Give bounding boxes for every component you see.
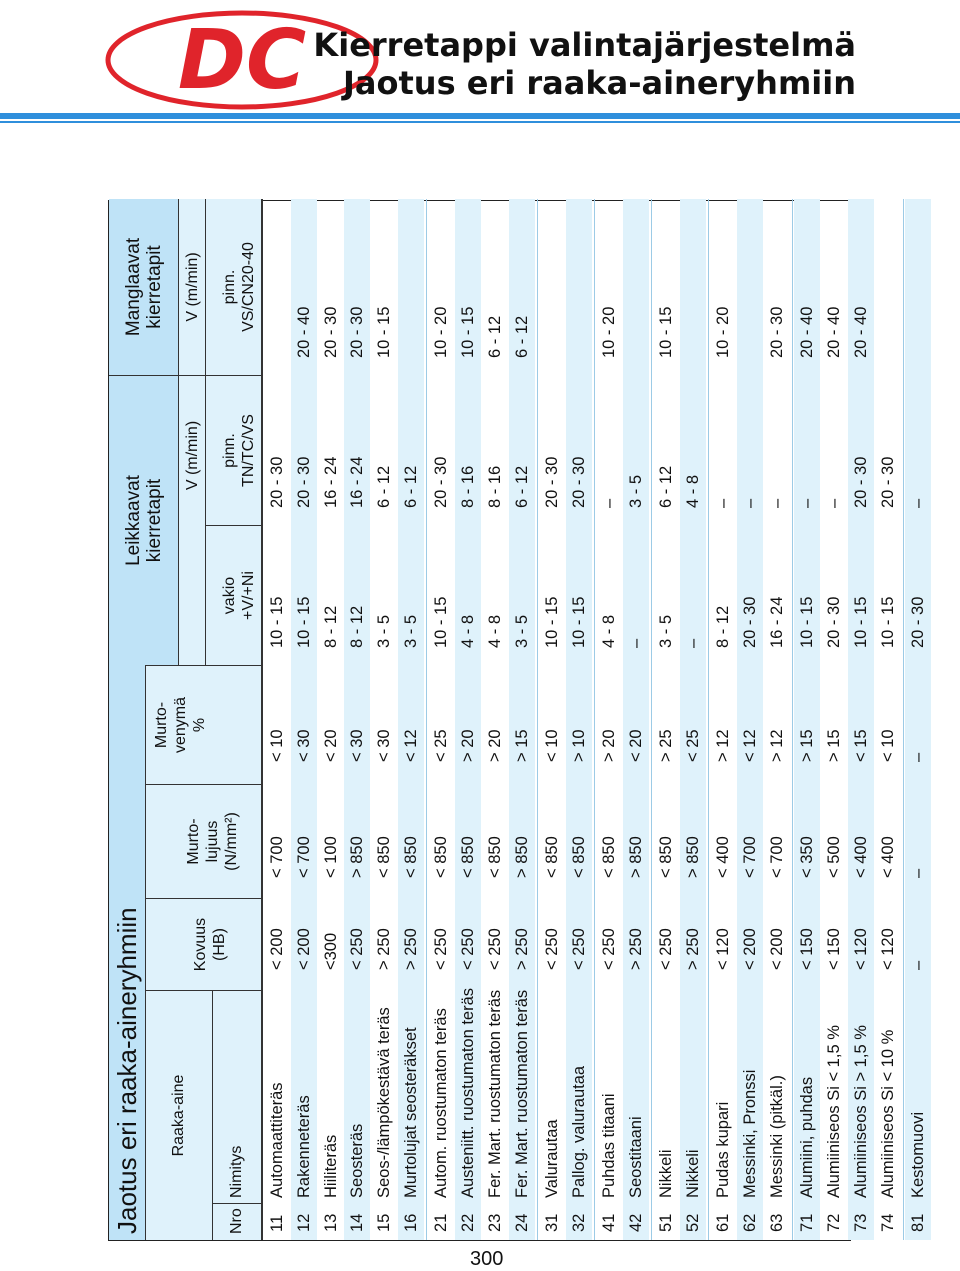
table-row [623,199,649,1240]
raaka-aine-divider [212,990,213,1240]
cell-nro: 61 [714,1213,733,1232]
cell-lujuus: < 350 [798,836,817,878]
cell-vakio: 3 - 5 [375,614,394,648]
cell-vakio: 8 - 12 [321,605,340,648]
cell-vakio: 3 - 5 [402,614,420,648]
cell-nimitys: Hiiliteräs [321,1134,340,1198]
cell-nro: 31 [543,1213,561,1232]
cell-pinn1: 6 - 12 [375,465,394,508]
cell-pinn1: 6 - 12 [657,465,676,508]
cell-lujuus: < 700 [767,836,786,878]
cell-kovuus: < 250 [657,928,676,970]
cell-venyma: > 25 [657,729,676,762]
cell-vakio: 20 - 30 [825,596,843,648]
cell-pinn1: – [714,498,733,508]
cell-nro: 24 [512,1213,531,1232]
cell-lujuus: > 850 [348,836,367,878]
cell-vakio: – [626,638,645,648]
cell-venyma: < 20 [321,729,340,762]
cell-vakio: 10 - 15 [878,596,897,648]
cell-pinn1: – [908,498,927,508]
cell-vakio: 8 - 12 [348,605,367,648]
cell-nro: 81 [908,1213,927,1232]
cell-venyma: < 10 [878,729,897,762]
cell-nimitys: Seostitaani [626,1116,645,1198]
cell-pinn2: 10 - 20 [432,306,451,358]
cell-vakio: 3 - 5 [512,614,531,648]
cell-kovuus: > 250 [512,928,531,970]
header-lujuus-l1: Murto- [185,818,202,865]
cell-kovuus: < 250 [348,928,367,970]
cell-pinn2: 20 - 30 [348,306,367,358]
cell-nro: 74 [878,1213,897,1232]
cell-nro: 15 [375,1213,394,1232]
cell-pinn1: – [741,498,760,508]
header-bottom-rule [261,199,263,1240]
cell-kovuus: < 250 [432,928,451,970]
header-vakio-l2: +V/+Ni [240,571,257,620]
cell-nro: 52 [684,1213,702,1232]
cell-lujuus: < 400 [714,836,733,878]
header-manglaavat [109,199,179,375]
cell-lujuus: < 100 [321,836,340,878]
cell-kovuus: <300 [321,932,340,970]
group-separator [426,199,427,1240]
header-pinn2-l2: VS/CN20-40 [240,242,257,332]
cell-lujuus: > 850 [626,836,645,878]
cell-nimitys: Austeniitt. ruostumaton teräs [459,987,478,1198]
cell-lujuus: < 500 [825,836,843,878]
cell-venyma: > 20 [459,729,478,762]
cell-venyma: < 12 [402,729,420,762]
header-leikkaavat-l1: Leikkaavat [123,475,144,566]
cell-nimitys: Pudas kupari [714,1101,733,1198]
header-manglaavat-l2: kierretapit [144,245,165,329]
header-lujuus-l3: (N/mm²) [223,812,240,871]
cell-venyma: > 15 [798,729,817,762]
group-separator [537,199,538,1240]
cell-pinn1: 6 - 12 [512,465,531,508]
page-title-line2: Jaotus eri raaka-aineryhmiin [343,64,856,102]
cell-pinn2: 20 - 40 [851,306,870,358]
cell-lujuus: < 850 [402,836,420,878]
cell-nimitys: Kestomuovi [908,1111,927,1198]
cell-kovuus: < 250 [600,928,619,970]
header-manglaavat-v: V (m/min) [179,199,206,375]
cell-nimitys: Valurautaa [543,1119,561,1198]
cell-vakio: 10 - 15 [851,596,870,648]
header-rule [0,113,960,119]
page-header [0,0,960,122]
cell-pinn2: 6 - 12 [485,315,504,358]
cell-pinn2: 20 - 40 [294,306,313,358]
cell-nro: 72 [825,1213,843,1232]
cell-lujuus: > 850 [684,836,702,878]
header-pinn2 [206,199,262,375]
cell-kovuus: < 200 [294,928,313,970]
cell-nro: 32 [569,1213,588,1232]
cell-nro: 42 [626,1213,645,1232]
header-kovuus-unit: (HB) [211,928,228,961]
cell-venyma: > 12 [714,729,733,762]
cell-kovuus: < 150 [825,928,843,970]
cell-venyma: < 30 [294,729,313,762]
cell-lujuus: < 850 [600,836,619,878]
cell-venyma: > 20 [600,729,619,762]
cell-vakio: 4 - 8 [485,614,504,648]
cell-pinn1: 16 - 24 [348,456,367,508]
page-title-line1: Kierretappi valintajärjestelmä [313,26,856,64]
cell-lujuus: < 700 [741,836,760,878]
cell-kovuus: < 200 [767,928,786,970]
header-lujuus-l2: lujuus [204,820,221,863]
cell-nimitys: Seosteräs [348,1123,367,1198]
cell-venyma: – [908,752,927,762]
header-nro: Nro [212,1204,262,1240]
cell-nimitys: Alumiini, puhdas [798,1076,817,1198]
group-separator [594,199,595,1240]
page-number: 300 [470,1248,504,1270]
cell-pinn1: 8 - 16 [459,465,478,508]
header-rule-thin [0,121,960,123]
cell-nro: 14 [348,1213,367,1232]
cell-pinn1: – [825,498,843,508]
cell-nro: 62 [741,1213,760,1232]
cell-pinn2: 10 - 20 [714,306,733,358]
cell-nro: 16 [402,1213,420,1232]
cell-pinn2: 10 - 15 [459,306,478,358]
cell-pinn2: 6 - 12 [512,315,531,358]
cell-pinn2: 20 - 30 [767,306,786,358]
cell-nimitys: Rakenneteräs [294,1095,313,1198]
cell-pinn2: 20 - 30 [321,306,340,358]
cell-nro: 11 [268,1214,286,1232]
header-kovuus-label: Kovuus [192,917,209,972]
cell-nro: 22 [459,1213,478,1232]
cell-kovuus: > 250 [375,928,394,970]
cell-pinn1: – [798,498,817,508]
cell-pinn2: 10 - 15 [657,306,676,358]
cell-kovuus: < 120 [878,928,897,970]
cell-nimitys: Fer. Mart. ruostumaton teräs [485,989,504,1198]
cell-kovuus: < 120 [714,928,733,970]
cell-nro: 21 [432,1213,451,1232]
cell-nimitys: Nikkeli [684,1149,702,1198]
cell-lujuus: < 700 [268,836,286,878]
cell-nimitys: Autom. ruostumaton teräs [432,1008,451,1198]
cell-kovuus: > 250 [402,928,420,970]
table-panel-title: Jaotus eri raaka-aineryhmiin [109,199,146,1240]
cell-vakio: 20 - 30 [908,596,927,648]
cell-nro: 71 [798,1213,817,1232]
nro-divider [212,1203,262,1204]
cell-venyma: < 12 [741,729,760,762]
cell-nro: 41 [600,1213,619,1232]
cell-pinn2: 20 - 40 [798,306,817,358]
cell-venyma: > 15 [512,729,531,762]
cell-lujuus: > 850 [512,836,531,878]
cell-venyma: < 20 [626,729,645,762]
cell-pinn1: 8 - 16 [485,465,504,508]
cell-lujuus: – [908,868,927,878]
cell-venyma: > 10 [569,729,588,762]
cell-vakio: 4 - 8 [459,614,478,648]
cell-kovuus: < 250 [569,928,588,970]
cell-venyma: > 20 [485,729,504,762]
header-nimitys: Nimitys [212,990,262,1204]
cell-pinn1: 20 - 30 [569,456,588,508]
cell-pinn1: 20 - 30 [851,456,870,508]
cell-pinn1: 20 - 30 [432,456,451,508]
cell-nro: 12 [294,1213,313,1232]
header-pinn1-l1: pinn. [221,433,238,468]
cell-vakio: 4 - 8 [600,614,619,648]
cell-pinn1: 20 - 30 [294,456,313,508]
cell-nro: 51 [657,1213,676,1232]
cell-kovuus: < 150 [798,928,817,970]
cell-lujuus: < 850 [375,836,394,878]
group-separator [708,199,709,1240]
cell-lujuus: < 850 [432,836,451,878]
logo-text: DC [177,13,307,108]
header-pinn2-l1: pinn. [221,269,238,305]
cell-lujuus: < 850 [459,836,478,878]
cell-vakio: 3 - 5 [657,614,676,648]
cell-venyma: < 30 [375,729,394,762]
cell-pinn2: 20 - 40 [825,306,843,358]
header-manglaavat-l1: Manglaavat [123,237,144,337]
table-row [680,199,706,1240]
cell-pinn1: – [600,498,619,508]
cell-kovuus: – [908,960,927,970]
header-kovuus [146,898,262,990]
cell-nimitys: Alumiiniseos Si > 1,5 % [851,1025,870,1198]
cell-lujuus: < 850 [485,836,504,878]
cell-pinn1: – [767,498,786,508]
cell-vakio: – [684,638,702,648]
cell-pinn2: 10 - 20 [600,306,619,358]
table-row [905,199,931,1240]
cell-nro: 73 [851,1213,870,1232]
header-leikkaavat [109,375,179,665]
cell-nimitys: Pallog. valurautaa [569,1065,588,1198]
cell-lujuus: < 850 [569,836,588,878]
cell-vakio: 20 - 30 [741,596,760,648]
cell-nro: 23 [485,1213,504,1232]
cell-nimitys: Messinki, Pronssi [741,1069,760,1198]
cell-kovuus: < 250 [485,928,504,970]
cell-nimitys: Seos-/lämpökestävä teräs [375,1007,394,1198]
cell-kovuus: < 120 [851,928,870,970]
cell-pinn2: 10 - 15 [375,306,394,358]
group-separator [792,199,793,1240]
cell-lujuus: < 850 [543,836,561,878]
header-pinn1 [206,375,262,525]
cell-pinn1: 20 - 30 [543,456,561,508]
cell-nimitys: Automaattiteräs [268,1082,286,1198]
cell-vakio: 10 - 15 [569,596,588,648]
cell-nimitys: Alumiiniseos Si < 1,5 % [825,1025,843,1198]
cell-kovuus: > 250 [626,928,645,970]
cell-pinn1: 16 - 24 [321,456,340,508]
cell-vakio: 10 - 15 [798,596,817,648]
header-leikkaavat-v: V (m/min) [179,375,206,665]
cell-venyma: > 15 [825,729,843,762]
cell-vakio: 10 - 15 [543,596,561,648]
cell-nimitys: Fer. Mart. ruostumaton teräs [512,989,531,1198]
cell-lujuus: < 700 [294,836,313,878]
cell-pinn1: 4 - 8 [684,474,702,508]
cell-nimitys: Nikkeli [657,1149,676,1198]
cell-nimitys: Puhdas titaani [600,1093,619,1198]
cell-venyma: < 10 [543,729,561,762]
table-row [539,199,565,1240]
cell-venyma: < 15 [851,729,870,762]
cell-vakio: 8 - 12 [714,605,733,648]
header-venyma-l3: % [191,717,208,733]
cell-kovuus: > 250 [684,928,702,970]
cell-vakio: 10 - 15 [294,596,313,648]
cell-lujuus: < 400 [851,836,870,878]
header-lujuus [146,784,262,898]
cell-venyma: < 10 [268,729,286,762]
cell-venyma: < 30 [348,729,367,762]
cell-nimitys: Alumiiniseos Si < 10 % [878,1029,897,1198]
cell-kovuus: < 200 [268,928,286,970]
cell-pinn1: 20 - 30 [268,456,286,508]
cell-nimitys: Murtolujat seosteräkset [402,1027,420,1198]
cell-venyma: > 12 [767,729,786,762]
group-separator [651,199,652,1240]
material-table-region [108,200,927,1241]
header-vakio [206,525,262,665]
header-vakio-l1: vakio [221,576,238,615]
header-leikkaavat-l2: kierretapit [144,478,165,563]
cell-vakio: 10 - 15 [268,596,286,648]
cell-kovuus: < 250 [459,928,478,970]
header-venyma-l1: Murto- [153,701,170,749]
cell-kovuus: < 250 [543,928,561,970]
cell-vakio: 16 - 24 [767,596,786,648]
cell-nimitys: Messinki (pitkäl.) [767,1075,786,1198]
material-table [108,200,927,1241]
cell-pinn1: 20 - 30 [878,456,897,508]
cell-lujuus: < 400 [878,836,897,878]
cell-pinn1: 6 - 12 [402,465,420,508]
cell-nro: 63 [767,1213,786,1232]
header-pinn1-l2: TN/TC/VS [240,414,257,487]
cell-nro: 13 [321,1213,340,1232]
header-venyma [146,665,262,784]
cell-kovuus: < 200 [741,928,760,970]
cell-venyma: < 25 [684,729,702,762]
header-venyma-l2: venymä [172,696,189,754]
group-separator [903,199,904,1240]
cell-vakio: 10 - 15 [432,596,451,648]
cell-pinn1: 3 - 5 [626,474,645,508]
header-raaka-aine: Raaka-aine [146,990,212,1240]
cell-lujuus: < 850 [657,836,676,878]
cell-venyma: < 25 [432,729,451,762]
